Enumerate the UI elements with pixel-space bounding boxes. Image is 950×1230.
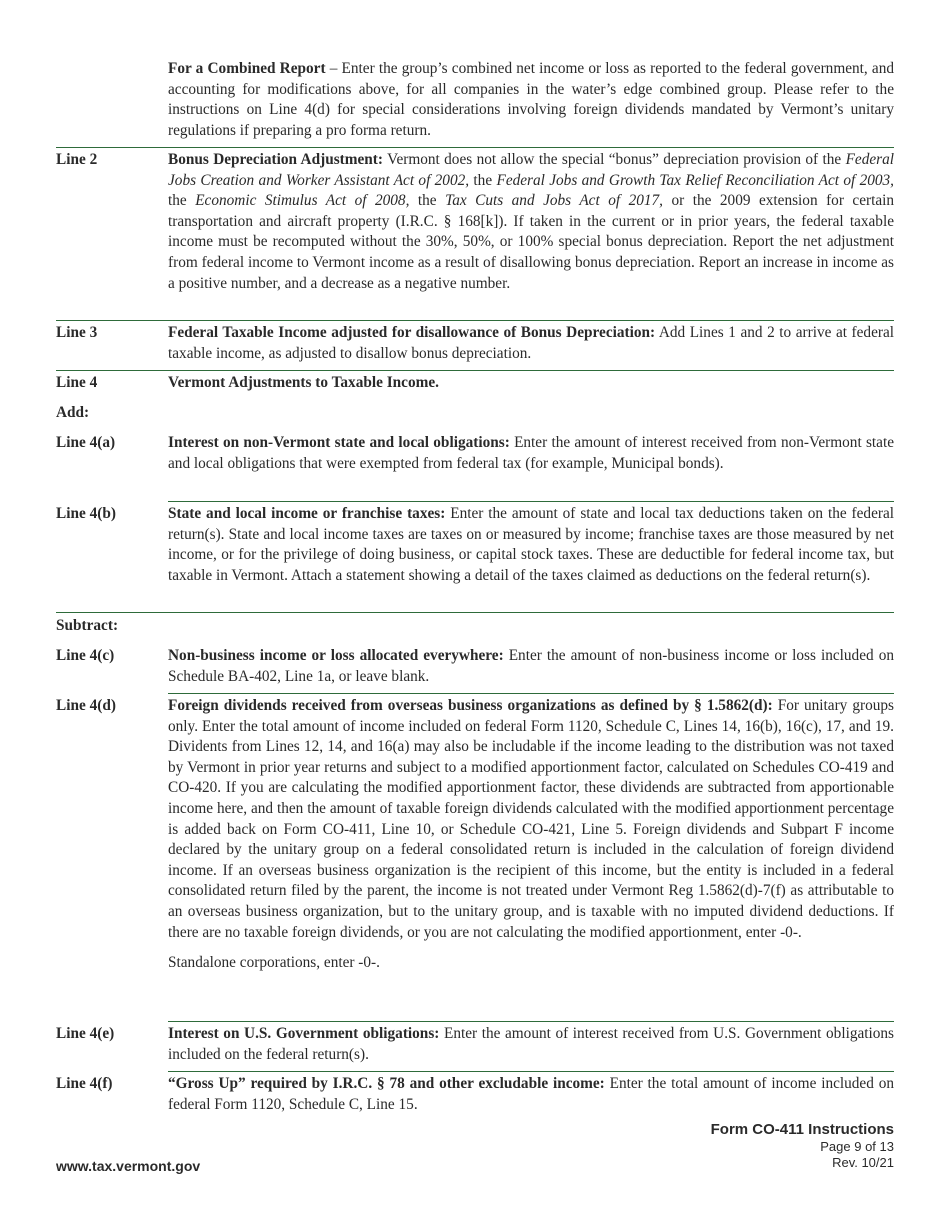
act-2002-title: Federal Jobs Creation and Worker Assistant Act of 2002, — [168, 151, 895, 189]
line-4d-section — [56, 696, 894, 974]
line-4b-section — [56, 504, 894, 586]
line-4d-body: For unitary groups only. Enter the total amount of income included on federal Form 1120, Schedule C, Lines 14, 16(b), 16(c), 17, and 19. Dividents from Lines 12, 14, and 16(a) may also be includable if the income leading to the distribution was not taxed by Vermont in prior year returns and subject to a modified apportionment factor, calculated on Schedules CO-419 and CO-420. If you are calculating the modified apportionment factor, these dividends are subtracted from apportionable income here, and then the amount of taxable foreign dividends calculated with the modified apportionment percentage is added back on Form CO-411, Line 10, or Schedule CO-421, Line 5. Foreign dividends and Subpart F income declared by the unitary group on a federal consolidated return is included in the calculation of foreign dividend income. If an overseas business organization is the recipient of this income, but the entity is included in a federal consolidated return filed by the parent, the income is not treated under Vermont Reg 1.5862(d)-7(f) as attributable to an overseas business organization, but to the unitary group, and is taxable with no imputed dividend deductions. If there are no taxable foreign dividends, or you are not calculating the modified apportionment, enter -0-. — [168, 697, 894, 941]
line-4c-body: Enter the amount of non-business income or loss included on Schedule BA-402, Line 1a, or leave blank. — [168, 647, 894, 685]
subtract-label: Subtract: — [56, 617, 119, 634]
line-4b-text — [168, 504, 894, 586]
section-divider — [168, 1021, 894, 1022]
line-4b-title: State and local income or franchise taxes: — [168, 505, 446, 522]
combined-report-title: For a Combined Report — [168, 60, 326, 77]
line-2-label: Line 2 — [56, 151, 98, 168]
line-4c-text — [168, 646, 894, 687]
line-3-label: Line 3 — [56, 324, 98, 341]
line-4a-label: Line 4(a) — [56, 434, 116, 451]
line-2-body-part: the — [168, 192, 196, 210]
line-4-label: Line 4 — [56, 374, 98, 391]
line-4d-label: Line 4(d) — [56, 697, 116, 714]
combined-report-body: – Enter the group’s combined net income or loss as reported to the federal government, and accounting for modifications above, for all companies in the water’s edge combined group. Please refer to the instructions on Line 4(d) for special considerations involving foreign dividends mandated by Vermont’s unitary regulations if preparing a pro forma return. — [168, 60, 894, 139]
act-2017-title: Tax Cuts and Jobs Act of 2017, — [445, 192, 664, 210]
footer-form-info — [711, 1120, 894, 1171]
line-2-title: Bonus Depreciation Adjustment: — [168, 151, 383, 168]
footer-website-link[interactable]: www.tax.vermont.gov — [56, 1158, 201, 1174]
line-4e-title: Interest on U.S. Government obligations: — [168, 1025, 440, 1042]
act-2003-title: Federal Jobs and Growth Tax Relief Reconciliation Act of 2003, — [496, 171, 894, 189]
line-4-title: Vermont Adjustments to Taxable Income. — [168, 374, 439, 391]
combined-report-section — [56, 59, 894, 141]
line-4f-body: Enter the total amount of income included on federal Form 1120, Schedule C, Line 15. — [168, 1075, 894, 1113]
line-4f-label: Line 4(f) — [56, 1075, 113, 1092]
section-divider — [168, 693, 894, 694]
line-4d-title: Foreign dividends received from overseas business organizations as defined by § 1.5862(d): — [168, 697, 773, 714]
line-4b-label: Line 4(b) — [56, 505, 116, 522]
line-4f-text — [168, 1074, 894, 1115]
section-divider — [56, 147, 894, 148]
section-divider — [56, 612, 894, 613]
line-4-section — [56, 373, 894, 394]
line-4f-section — [56, 1074, 894, 1115]
line-4a-title: Interest on non-Vermont state and local obligations: — [168, 434, 510, 451]
act-2008-title: Economic Stimulus Act of 2008, — [195, 192, 410, 210]
line-2-text — [168, 150, 894, 294]
section-divider — [168, 501, 894, 502]
add-label: Add: — [56, 404, 90, 421]
footer-page-number: Page 9 of 13 — [820, 1139, 894, 1154]
section-divider — [56, 320, 894, 321]
line-2-body-part: the — [469, 171, 497, 189]
line-3-text — [168, 323, 894, 364]
line-4e-label: Line 4(e) — [56, 1025, 115, 1042]
footer-form-title: Form CO-411 Instructions — [710, 1121, 894, 1138]
line-4e-section — [56, 1024, 894, 1065]
line-4a-section — [56, 433, 894, 474]
line-4c-title: Non-business income or loss allocated everywhere: — [168, 647, 504, 664]
line-4a-text — [168, 433, 894, 474]
line-3-title: Federal Taxable Income adjusted for disallowance of Bonus Depreciation: — [168, 324, 656, 341]
combined-report-text — [168, 59, 894, 141]
line-2-body-part: or the 2009 extension for certain transportation and aircraft property (I.R.C. § 168[k]). If taken in the current or in prior years, the federal taxable income must be recomputed without the 30%, 50%, or 100% special bonus depreciation. Report the net adjustment from federal income to Vermont income as a result of disallowing bonus depreciation. Report an increase in income as a positive number, and a decrease as a negative number. — [168, 192, 895, 292]
line-4f-title: “Gross Up” required by I.R.C. § 78 and other excludable income: — [168, 1075, 605, 1092]
line-4d-text — [168, 696, 894, 943]
line-4a-body: Enter the amount of interest received from non-Vermont state and local obligations that were exempted from federal tax (for example, Municipal bonds). — [168, 434, 895, 472]
line-2-body-part: the — [409, 192, 446, 210]
line-3-section — [56, 323, 894, 364]
line-2-section — [56, 150, 894, 294]
line-4b-body: Enter the amount of state and local tax deductions taken on the federal return(s). State and local income taxes are taxes on or measured by income; franchise taxes are those measured by net income, or for the privilege of doing business, or capital stock taxes. These are deductible for federal income tax, but taxable in Vermont. Attach a statement showing a detail of the taxes claimed as deductions on the federal return(s). — [168, 505, 894, 584]
section-divider — [56, 370, 894, 371]
line-4c-section — [56, 646, 894, 687]
line-4d-standalone-note: Standalone corporations, enter -0-. — [168, 954, 380, 972]
line-4e-text — [168, 1024, 894, 1065]
line-4e-body: Enter the amount of interest received from U.S. Government obligations included on the federal return(s). — [168, 1025, 895, 1063]
footer-revision: Rev. 10/21 — [832, 1155, 894, 1170]
line-2-body-part: Vermont does not allow the special “bonus” depreciation provision of the — [383, 151, 846, 168]
line-4c-label: Line 4(c) — [56, 647, 115, 664]
section-divider — [168, 1071, 894, 1072]
line-3-body: Add Lines 1 and 2 to arrive at federal taxable income, as adjusted to disallow bonus depreciation. — [168, 324, 894, 362]
line-4-text — [168, 373, 894, 394]
